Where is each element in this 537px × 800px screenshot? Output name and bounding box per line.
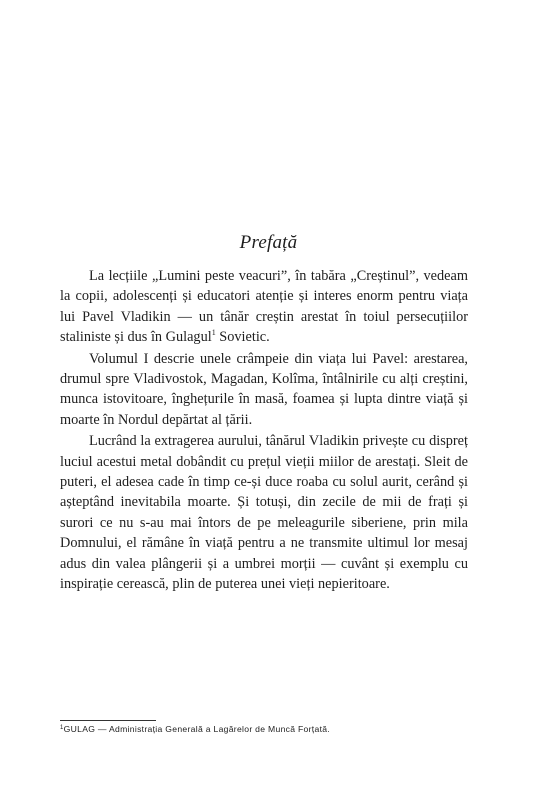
paragraph-1-text-end: Sovietic. xyxy=(215,329,270,346)
footnote xyxy=(60,724,480,734)
footnote-marker: 1 xyxy=(60,725,64,731)
footnote-separator xyxy=(60,720,156,721)
footnote-reference: 1 xyxy=(211,328,216,338)
paragraph-1 xyxy=(60,266,468,348)
footnote-text: GULAG — Administrația Generală a Lagărelor de Muncă Forțată. xyxy=(63,724,331,734)
paragraph-3: Lucrând la extragerea aurului, tânărul Vladikin privește cu dispreț luciul acestui metal dobândit cu prețul vieții miilor de arestați. Sleit de puteri, el adesea cade în timp ce-și duce roaba cu solul aurit, cerând și așteptând inevitabila moarte. Și totuși, din zecile de mii de frați și surori ce nu s-au mai întors de pe meleagurile siberiene, prin mila Domnului, el rămâne în viață pentru a ne transmite ultimul lor mesaj adus din valea plângerii și a umbrei morții — cuvânt și exemplu cu inspirație cerească, plin de puterea unei vieți nepieritoare. xyxy=(60,433,468,593)
preface-body xyxy=(60,266,468,596)
paragraph-2: Volumul I descrie unele crâmpeie din viața lui Pavel: arestarea, drumul spre Vladivostok, Magadan, Kolîma, întâlnirile cu alți creștini, munca istovitoare, înghețurile în masă, foamea și lupta dintre viață și moarte în Nordul depărtat al țării. xyxy=(60,350,468,428)
paragraph-1-text: La lecțiile „Lumini peste veacuri”, în tabăra „Creștinul”, vedeam la copii, adolescenți și educatori atenție și interes enorm pentru viața lui Pavel Vladikin — un tânăr creștin arestat în toiul persecuțiilor staliniste și dus în Gulagul xyxy=(60,268,468,346)
page-title: Prefață xyxy=(239,232,298,253)
